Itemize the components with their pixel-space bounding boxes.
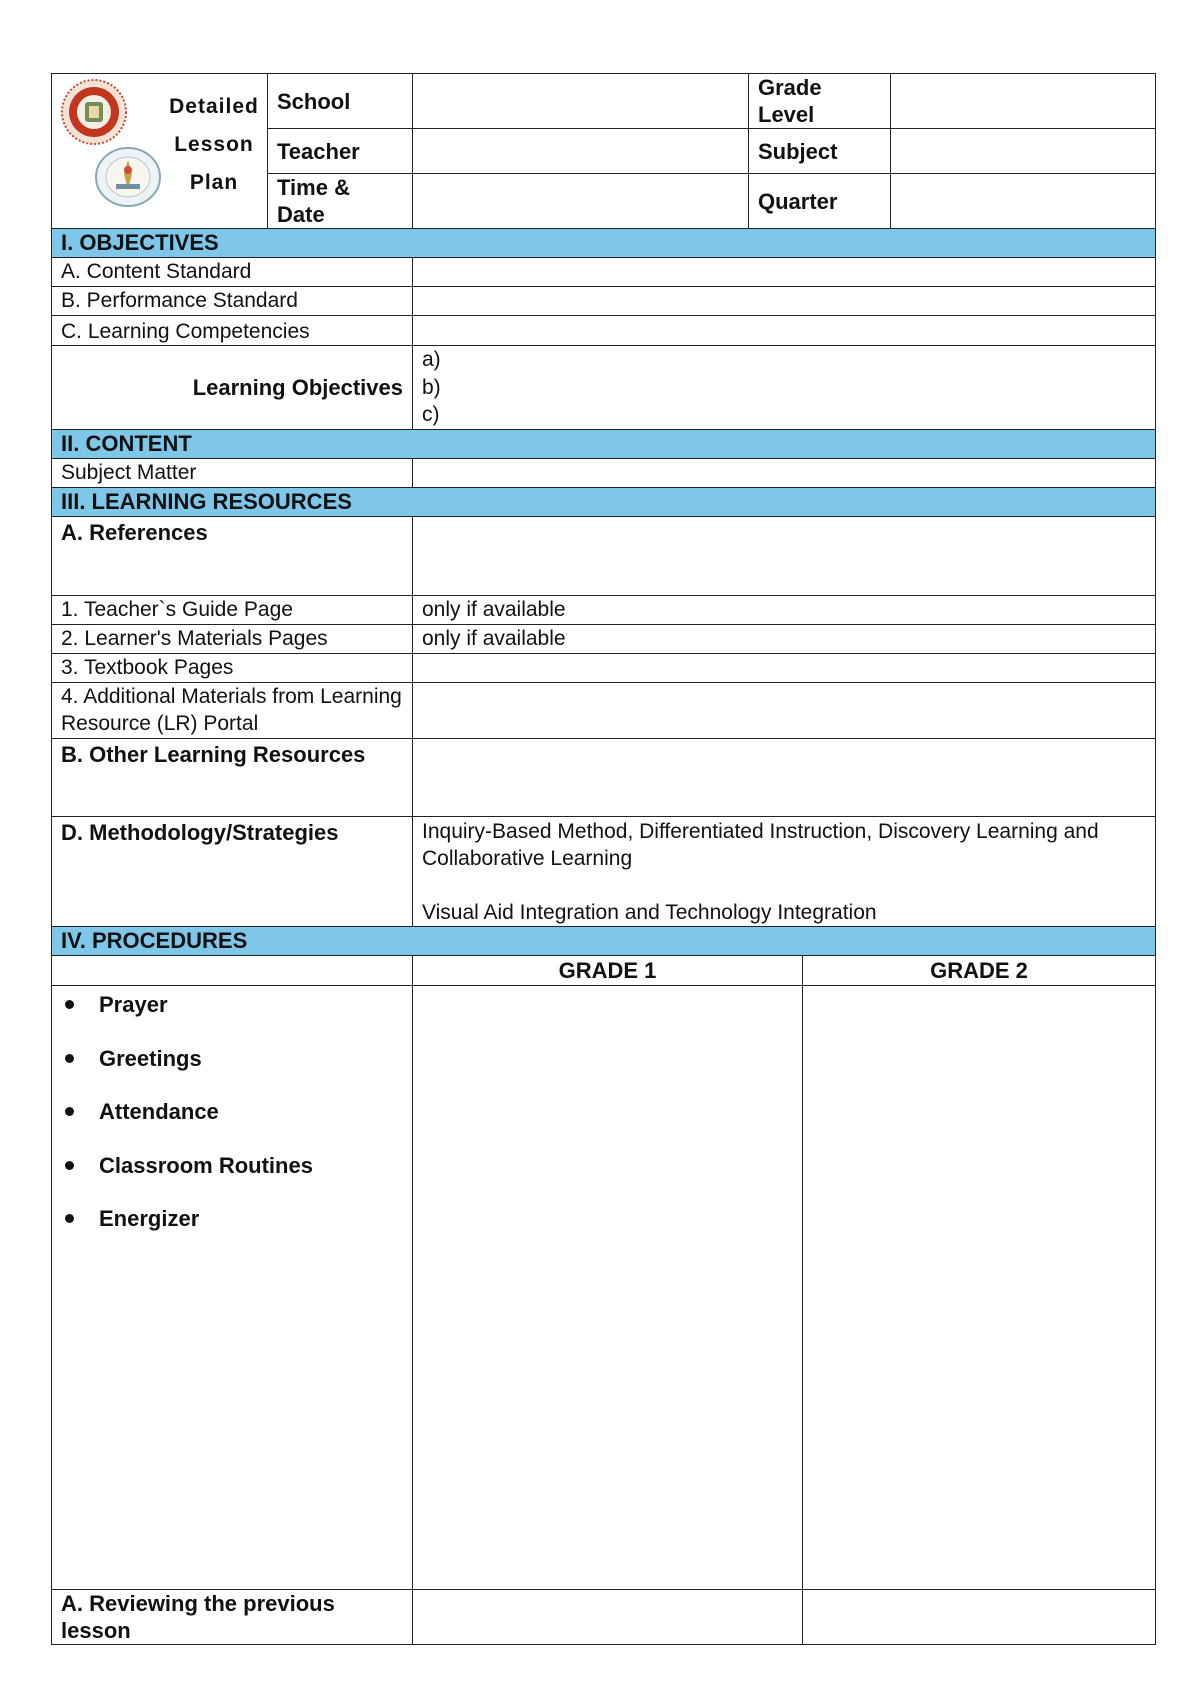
content-standard-value (413, 258, 1156, 287)
dlp-title (164, 88, 264, 202)
content-standard-label: A. Content Standard (52, 258, 413, 287)
grade2-routines-cell (803, 986, 1156, 1590)
resources-heading: III. LEARNING RESOURCES (52, 488, 1156, 517)
learners-materials-value: only if available (413, 625, 1156, 654)
grade1-routines-cell (413, 986, 803, 1590)
routine-item: Attendance (61, 1097, 403, 1151)
teacher-value (413, 129, 749, 174)
time-date-value (413, 174, 749, 229)
references-label: A. References (52, 517, 413, 596)
grade1-header: GRADE 1 (413, 956, 803, 986)
textbook-pages-label: 3. Textbook Pages (52, 654, 413, 683)
objective-item: b) (422, 375, 441, 399)
other-resources-label: B. Other Learning Resources (52, 739, 413, 817)
routines-cell (52, 986, 413, 1590)
grade-level-value (891, 74, 1156, 129)
subject-label: Subject (749, 129, 891, 174)
lesson-plan-document (51, 73, 1155, 1645)
routine-item: Energizer (61, 1204, 403, 1258)
subject-matter-label: Subject Matter (52, 459, 413, 488)
quarter-value (891, 174, 1156, 229)
other-resources-value (413, 739, 1156, 817)
routine-item: Classroom Routines (61, 1151, 403, 1205)
textbook-pages-value (413, 654, 1156, 683)
objectives-heading: I. OBJECTIVES (52, 229, 1156, 258)
grade1-reviewing-cell (413, 1590, 803, 1645)
performance-standard-value (413, 287, 1156, 316)
time-date-label: Time & Date (268, 174, 413, 229)
logo-title-cell (52, 74, 268, 229)
performance-standard-label: B. Performance Standard (52, 287, 413, 316)
teachers-guide-value: only if available (413, 596, 1156, 625)
objective-item: a) (422, 348, 441, 371)
quarter-label: Quarter (749, 174, 891, 229)
additional-materials-label: 4. Additional Materials from Learning Resource (LR) Portal (52, 683, 413, 739)
school-value (413, 74, 749, 129)
learners-materials-label: 2. Learner's Materials Pages (52, 625, 413, 654)
subject-matter-value (413, 459, 1156, 488)
learning-competencies-value (413, 316, 1156, 346)
deped-seal-logo (94, 146, 162, 208)
procedures-blank-header (52, 956, 413, 986)
methodology-label: D. Methodology/Strategies (52, 817, 413, 927)
methodology-line: Visual Aid Integration and Technology Integration (422, 901, 877, 924)
methodology-value (413, 817, 1156, 927)
dlp-title-line: Plan (189, 171, 239, 194)
content-heading: II. CONTENT (52, 430, 1156, 459)
grade2-header: GRADE 2 (803, 956, 1156, 986)
routines-list (61, 990, 403, 1258)
grade2-reviewing-cell (803, 1590, 1156, 1645)
school-label: School (268, 74, 413, 129)
teachers-guide-label: 1. Teacher`s Guide Page (52, 596, 413, 625)
objective-item: c) (422, 403, 440, 426)
lesson-plan-table (51, 73, 1156, 1645)
reviewing-lesson-label: A. Reviewing the previous lesson (52, 1590, 413, 1645)
subject-value (891, 129, 1156, 174)
routine-item: Greetings (61, 1044, 403, 1098)
additional-materials-value (413, 683, 1156, 739)
teacher-label: Teacher (268, 129, 413, 174)
procedures-heading: IV. PROCEDURES (52, 927, 1156, 956)
learning-competencies-label: C. Learning Competencies (52, 316, 413, 346)
learning-objectives-label: Learning Objectives (52, 346, 413, 430)
school-seal-logo (60, 78, 128, 146)
references-value (413, 517, 1156, 596)
dlp-title-line: Lesson (174, 133, 254, 156)
learning-objectives-list (413, 346, 1156, 430)
grade-level-label: Grade Level (749, 74, 891, 129)
routine-item: Prayer (61, 990, 403, 1044)
methodology-line: Inquiry-Based Method, Differentiated Instruction, Discovery Learning and Collaborative Learning (422, 820, 1099, 870)
dlp-title-line: Detailed (169, 95, 259, 118)
